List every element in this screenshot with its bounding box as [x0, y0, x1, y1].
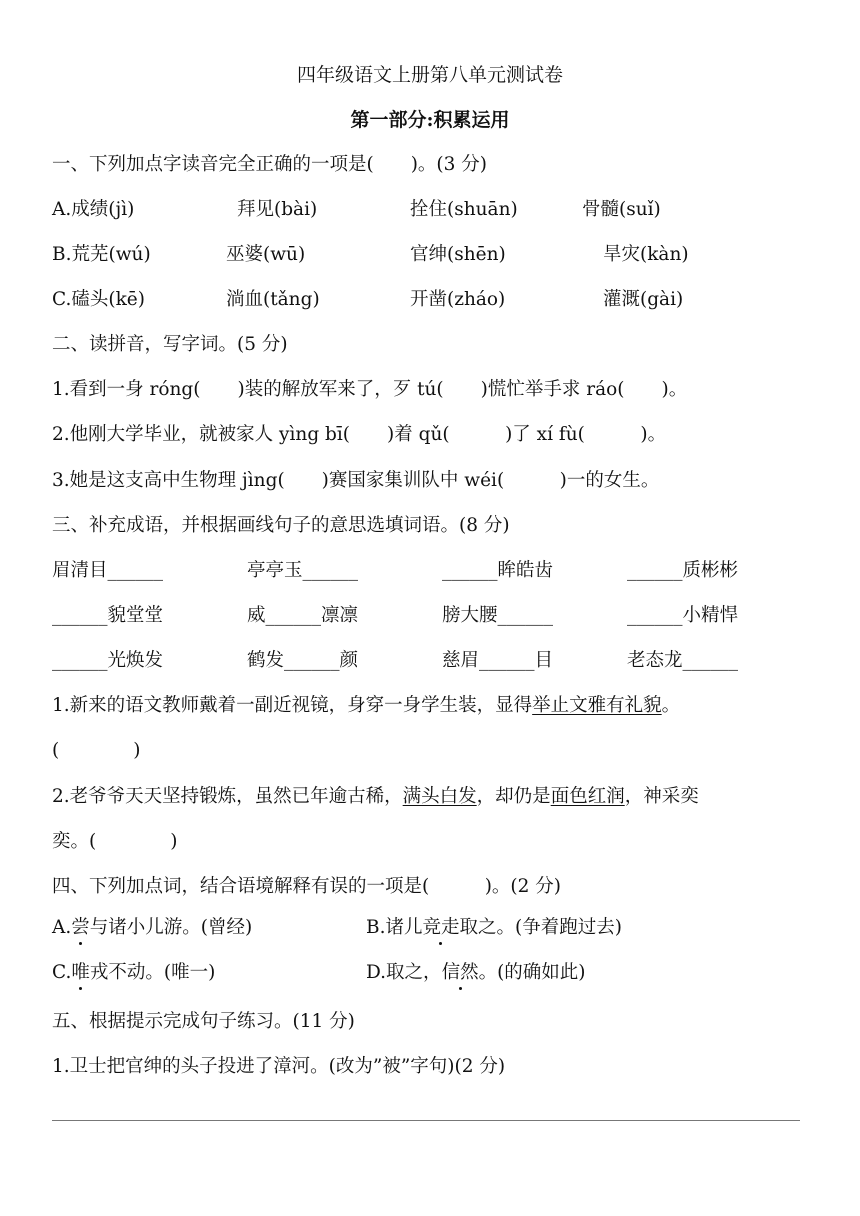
- q1-item: 旱灾(kàn): [603, 244, 689, 265]
- answer-line: [52, 1120, 800, 1121]
- q1-item: 骨髓(suǐ): [582, 199, 661, 220]
- q1-item: C.磕头(kē): [52, 289, 145, 310]
- dotted-word: 尝: [71, 915, 90, 941]
- idiom-item: ______质彬彬: [627, 560, 739, 581]
- q4-option-d: [366, 960, 586, 986]
- question-3-heading: 三、补充成语，并根据画线句子的意思选填词语。(8 分): [52, 515, 510, 536]
- idiom-item: ______眸皓齿: [442, 560, 554, 581]
- idiom-item: ______小精悍: [627, 605, 739, 626]
- option-text: A.: [52, 917, 72, 938]
- sentence-text: 2.老爷爷天天坚持锻炼，虽然已年逾古稀，: [52, 786, 403, 807]
- q1-item: 灌溉(gài): [603, 289, 684, 310]
- idiom-item: 老态龙______: [627, 650, 739, 671]
- part-heading: 第一部分:积累运用: [350, 109, 510, 131]
- q3-sentence-1: [52, 693, 820, 719]
- q2-item: 2.他刚大学毕业，就被家人 yìng bī( )着 qǔ( )了 xí fù( )。: [52, 424, 667, 445]
- q2-item: 1.看到一身 róng( )装的解放军来了，歹 tú( )慌忙举手求 ráo( )。: [52, 379, 688, 400]
- underlined-phrase: 面色红润: [550, 786, 625, 807]
- q1-item: 淌血(tǎng): [226, 289, 320, 310]
- option-text: 取之。(争着跑过去): [459, 917, 622, 938]
- sentence-text: 。: [661, 695, 681, 716]
- sentence-text: 1.新来的语文教师戴着一副近视镜，身穿一身学生装，显得: [52, 695, 533, 716]
- idiom-item: ______貌堂堂: [52, 605, 164, 626]
- idiom-item: ______光焕发: [52, 650, 164, 671]
- option-text: 。(的确如此): [478, 962, 586, 983]
- idiom-item: 慈眉______目: [442, 650, 554, 671]
- underlined-phrase: 举止文雅有礼貌: [532, 695, 662, 716]
- option-text: 戎不动。(唯一): [89, 962, 216, 983]
- q3-sentence-2: [52, 784, 820, 810]
- q1-item: 拴住(shuān): [410, 199, 518, 220]
- q4-option-b: [366, 915, 622, 941]
- page-title: 四年级语文上册第八单元测试卷: [296, 64, 563, 86]
- question-4-heading: 四、下列加点词，结合语境解释有误的一项是( )。(2 分): [52, 876, 562, 897]
- option-text: 与诸小儿游。(曾经): [89, 917, 253, 938]
- q1-item: 巫婆(wū): [226, 244, 306, 265]
- q2-item: 3.她是这支高中生物理 jìng( )赛国家集训队中 wéi( )一的女生。: [52, 470, 660, 491]
- dotted-word: 竞走: [422, 915, 459, 941]
- q5-item-1: 1.卫士把官绅的头子投进了漳河。(改为”被”字句)(2 分): [52, 1056, 506, 1077]
- idiom-item: 眉清目______: [52, 560, 164, 581]
- q1-item: B.荒芜(wú): [52, 244, 151, 265]
- q1-item: 开凿(zháo): [410, 289, 506, 310]
- dotted-word: 唯: [71, 960, 90, 986]
- q1-item: A.成绩(jì): [52, 199, 135, 220]
- option-text: C.: [52, 962, 72, 983]
- dotted-word: 信然: [442, 960, 479, 986]
- q3-answer-blank: ( ): [52, 740, 141, 761]
- question-1-heading: 一、下列加点字读音完全正确的一项是( )。(3 分): [52, 154, 488, 175]
- idiom-item: 膀大腰______: [442, 605, 554, 626]
- option-text: B.诸儿: [366, 917, 423, 938]
- idiom-item: 威______凛凛: [247, 605, 359, 626]
- q3-sentence-2-cont: 奕。( ): [52, 831, 178, 852]
- q4-option-a: [52, 915, 252, 941]
- q1-item: 拜见(bài): [237, 199, 318, 220]
- idiom-item: 鹤发______颜: [247, 650, 359, 671]
- question-2-heading: 二、读拼音，写字词。(5 分): [52, 334, 288, 355]
- idiom-item: 亭亭玉______: [247, 560, 359, 581]
- q1-item: 官绅(shēn): [410, 244, 506, 265]
- q4-option-c: [52, 960, 215, 986]
- underlined-phrase: 满头白发: [402, 786, 477, 807]
- sentence-text: ，却仍是: [476, 786, 551, 807]
- question-5-heading: 五、根据提示完成句子练习。(11 分): [52, 1011, 355, 1032]
- sentence-text: ，神采奕: [624, 786, 699, 807]
- option-text: D.取之，: [366, 962, 442, 983]
